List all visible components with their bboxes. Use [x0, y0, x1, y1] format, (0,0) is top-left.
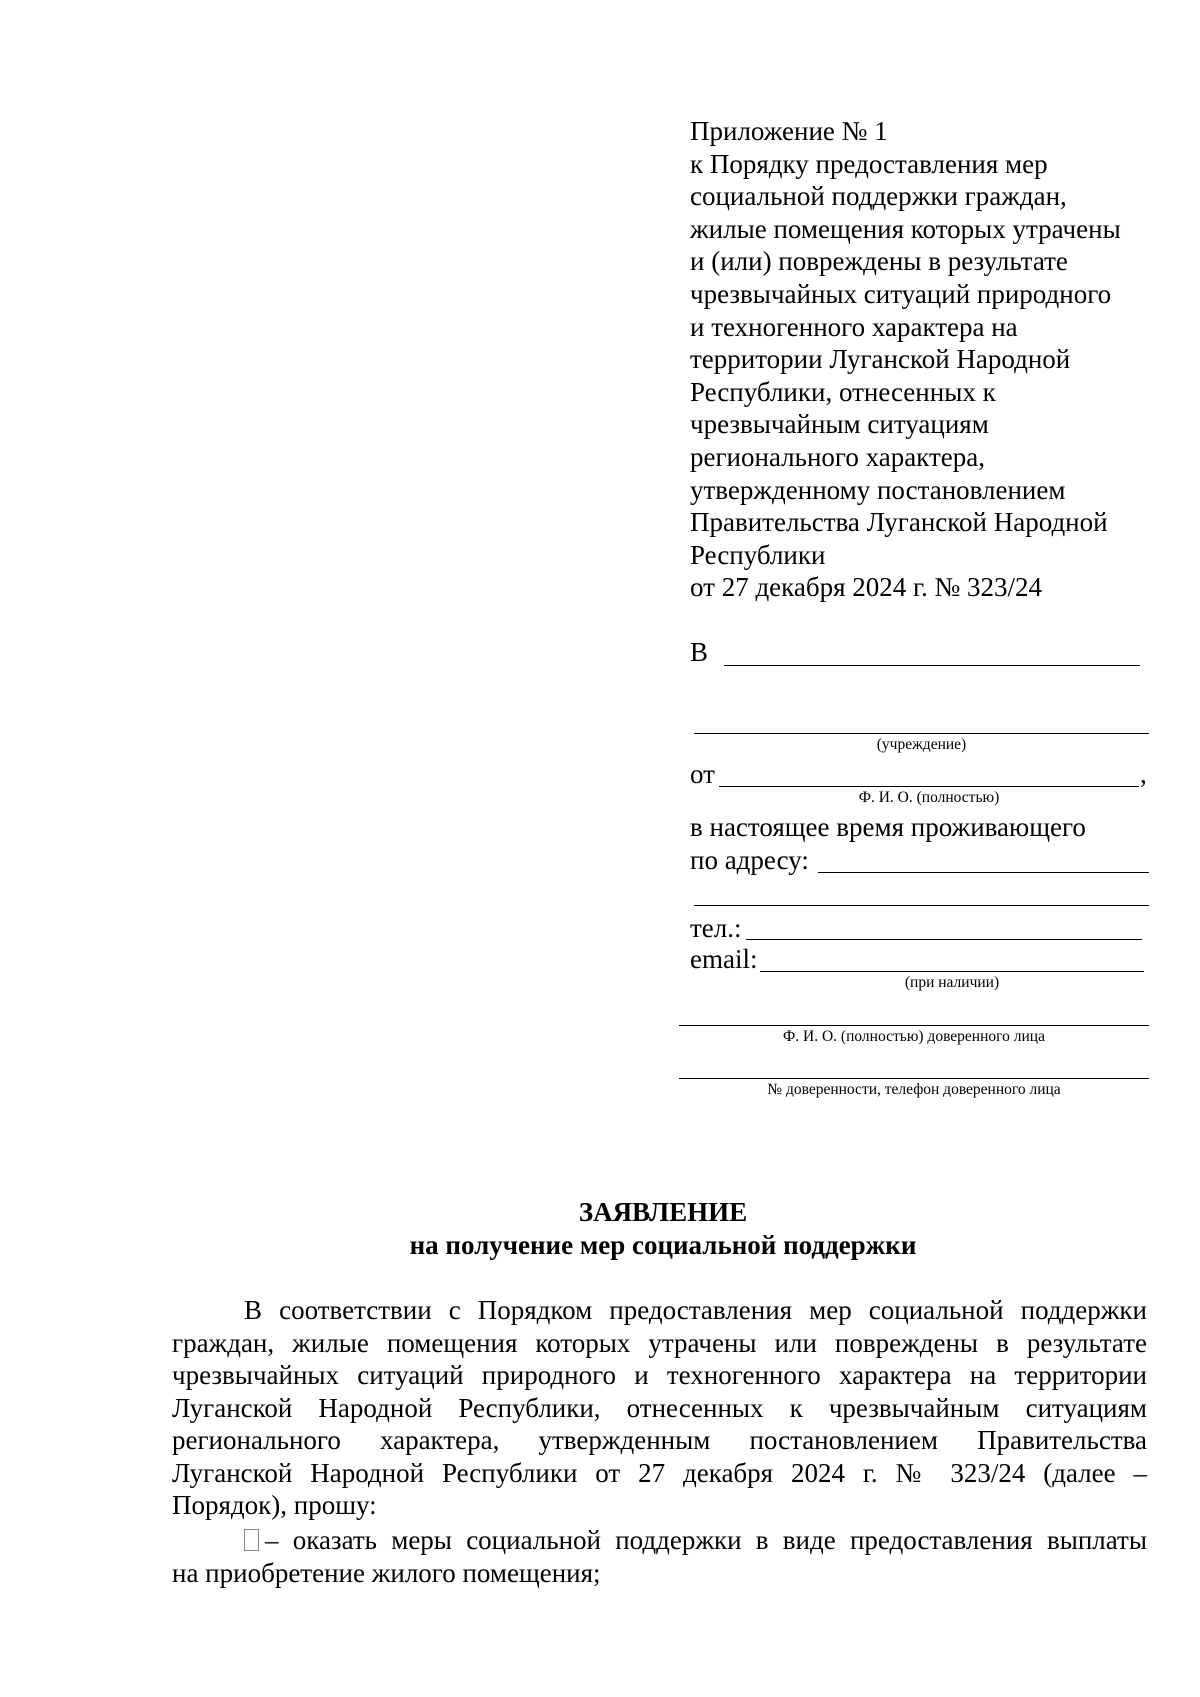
- option-line: [172, 1524, 1147, 1557]
- institution-line-2[interactable]: [694, 733, 1149, 734]
- checkbox-icon[interactable]: [244, 1529, 259, 1551]
- appendix-line: чрезвычайным ситуациям: [690, 409, 989, 440]
- document-subtitle: на получение мер социальной поддержки: [409, 1230, 917, 1260]
- appendix-line: утвержденному постановлением: [690, 474, 1066, 505]
- proxy-fio-caption: Ф. И. О. (полностью) доверенного лица: [783, 1028, 1045, 1045]
- appendix-line: к Порядку предоставления мер: [690, 148, 1048, 179]
- email-line[interactable]: [760, 971, 1144, 972]
- appendix-line: Республики: [690, 539, 826, 570]
- appendix-line: территории Луганской Народной: [690, 344, 1071, 375]
- appendix-line: и (или) повреждены в результате: [690, 246, 1068, 277]
- institution-line-1[interactable]: [724, 665, 1140, 666]
- option-text: – оказать меры социальной поддержки в виде предоставления выплаты: [265, 1525, 1147, 1555]
- address-line-2[interactable]: [694, 905, 1149, 906]
- option-line: на приобретение жилого помещения;: [172, 1557, 601, 1588]
- fio-line[interactable]: [719, 786, 1139, 787]
- appendix-line: и техногенного характера на: [690, 311, 1018, 342]
- document-title: ЗАЯВЛЕНИЕ: [578, 1197, 748, 1227]
- paragraph-line: Порядок), прошу:: [172, 1490, 377, 1520]
- fio-caption: Ф. И. О. (полностью): [858, 789, 1000, 806]
- appendix-line: Правительства Луганской Народной: [690, 507, 1108, 538]
- phone-label: тел.:: [690, 913, 742, 943]
- email-label: email:: [690, 944, 758, 974]
- phone-line[interactable]: [746, 939, 1142, 940]
- from-label: от: [690, 759, 715, 789]
- paragraph-line: В соответствии с Порядком предоставления мер социальной поддержки: [244, 1295, 1147, 1325]
- paragraph-line: граждан, жилые помещения которых утрачены или повреждены в результате: [172, 1327, 1147, 1358]
- institution-caption: (учреждение): [876, 736, 967, 753]
- option-housing-payment: [172, 1524, 1147, 1589]
- appendix-line: Республики, отнесенных к: [690, 376, 996, 407]
- paragraph-line: регионального характера, утвержденным постановлением Правительства: [172, 1425, 1147, 1455]
- address-line-1[interactable]: [818, 872, 1149, 873]
- residing-label: в настоящее время проживающего: [690, 812, 1086, 842]
- from-comma: ,: [1140, 759, 1147, 789]
- proxy-fio-line[interactable]: [679, 1025, 1149, 1026]
- appendix-line: Приложение № 1: [690, 116, 888, 146]
- body-paragraph: [172, 1294, 1147, 1522]
- paragraph-line: Луганской Народной Республики, отнесенных к чрезвычайным ситуациям: [172, 1392, 1147, 1423]
- appendix-line: чрезвычайных ситуаций природного: [690, 278, 1112, 309]
- appendix-line: социальной поддержки граждан,: [690, 181, 1067, 212]
- appendix-header: [690, 115, 1160, 604]
- appendix-line: регионального характера,: [690, 441, 985, 472]
- address-label: по адресу:: [690, 845, 809, 875]
- email-caption: (при наличии): [904, 974, 1000, 991]
- paragraph-line: Луганской Народной Республики от 27 декабря 2024 г. № 323/24 (далее –: [172, 1457, 1147, 1488]
- proxy-doc-caption: № доверенности, телефон доверенного лица: [767, 1081, 1061, 1098]
- proxy-doc-line[interactable]: [679, 1078, 1149, 1079]
- appendix-line: жилые помещения которых утрачены: [690, 213, 1121, 244]
- to-label: В: [690, 637, 709, 667]
- appendix-line: от 27 декабря 2024 г. № 323/24: [690, 572, 1043, 603]
- paragraph-line: чрезвычайных ситуаций природного и техногенного характера на территории: [172, 1360, 1147, 1390]
